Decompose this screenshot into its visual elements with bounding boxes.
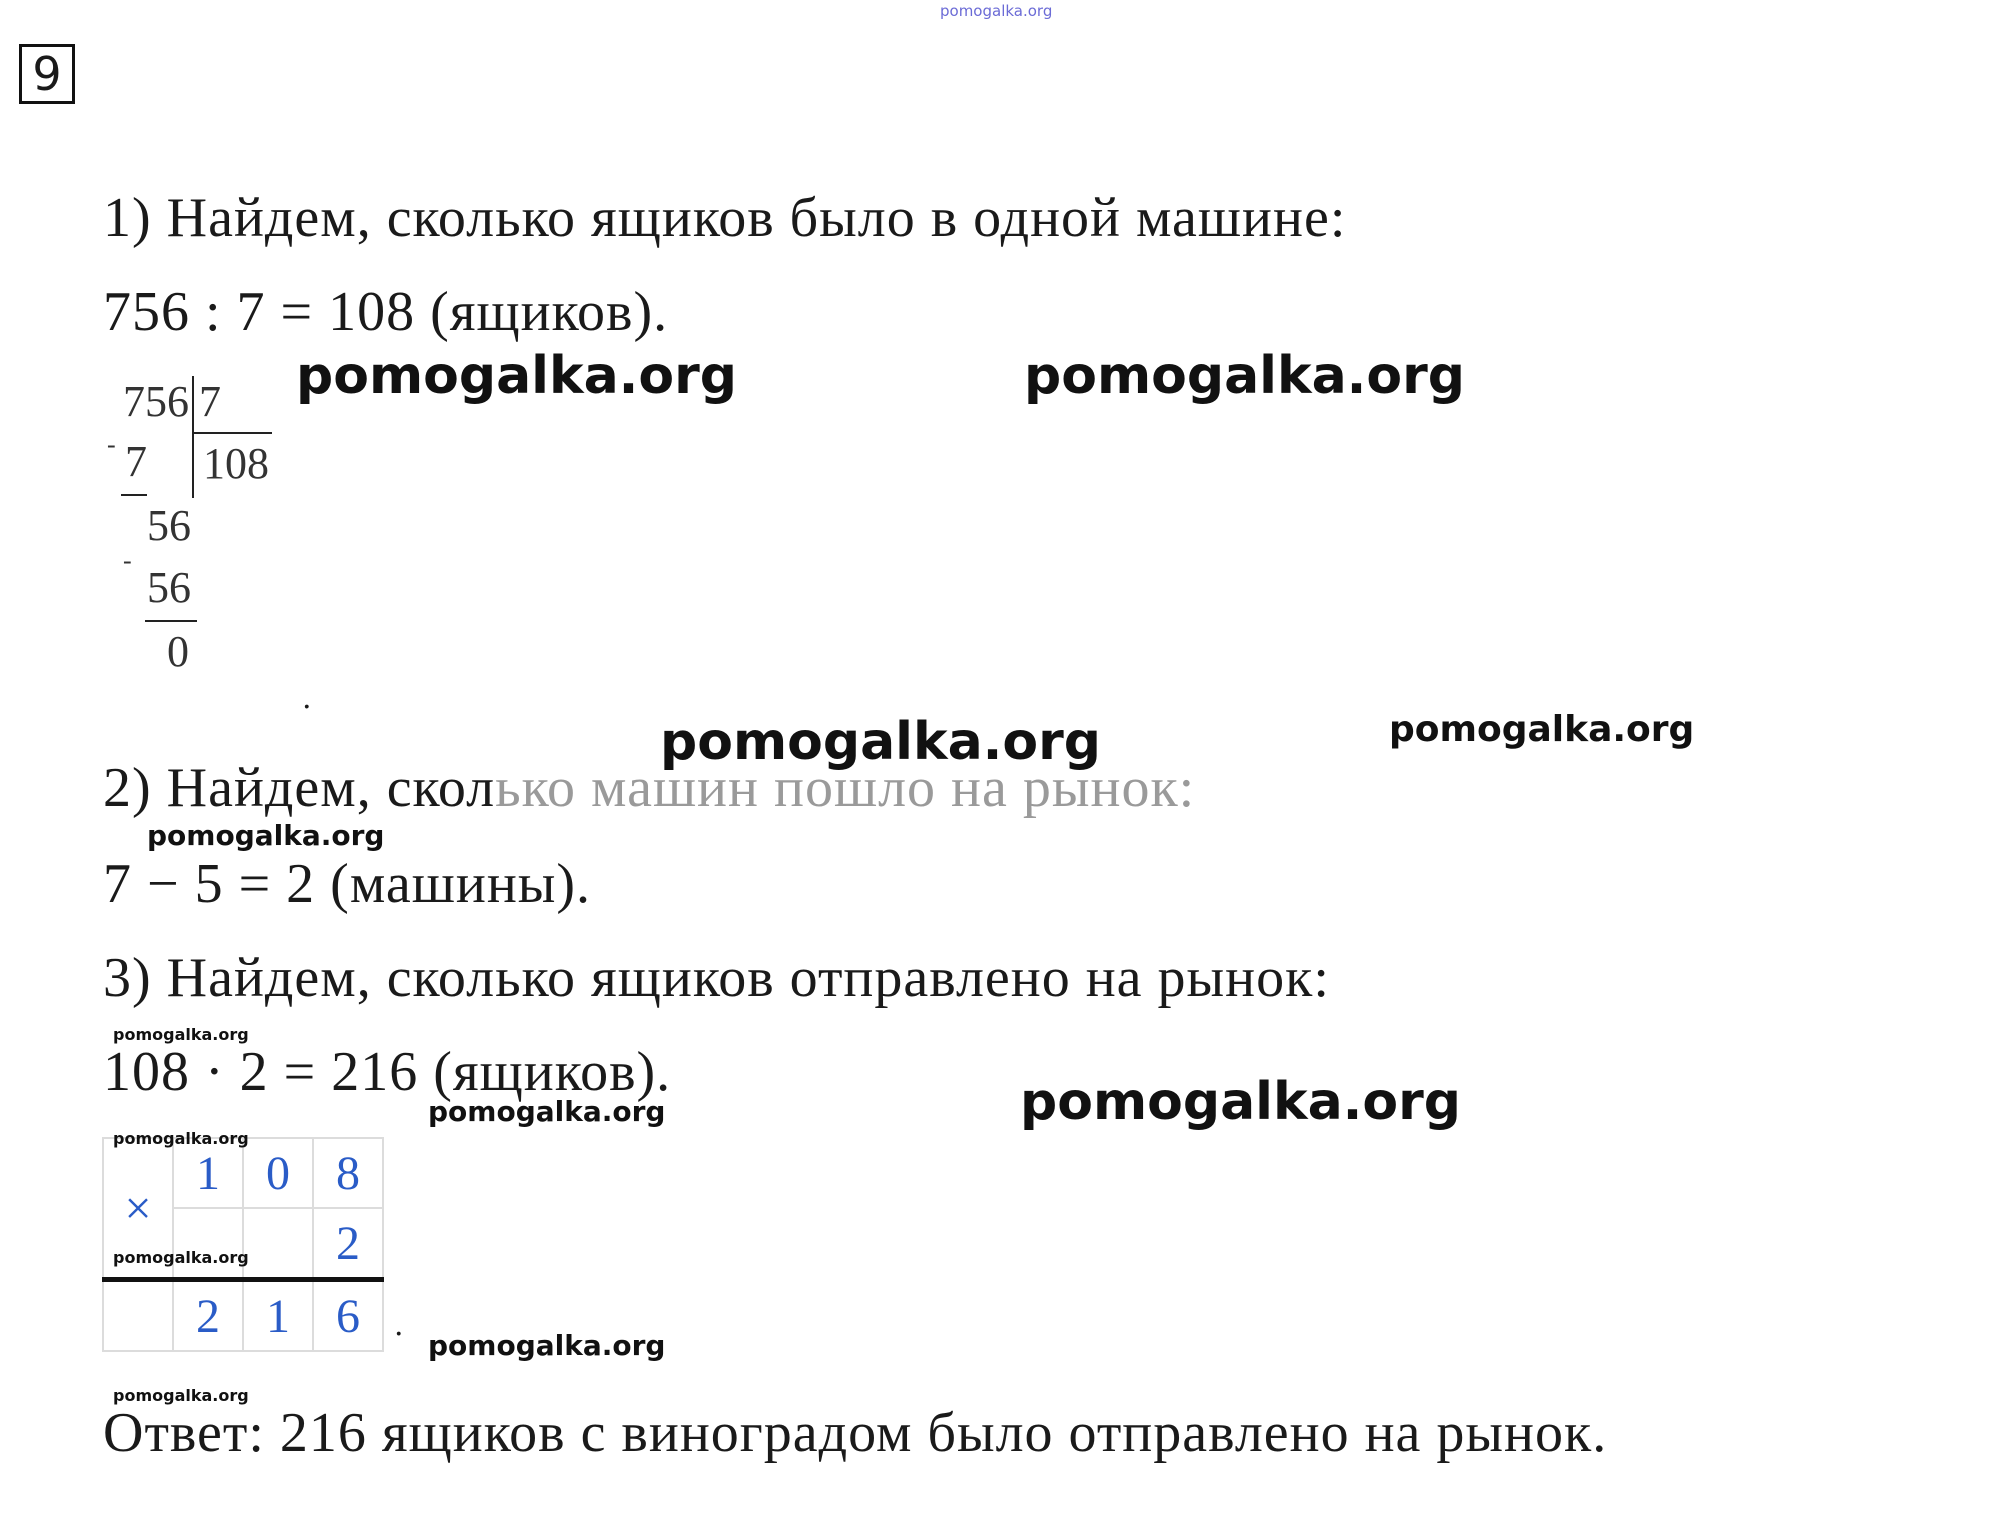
division-remainder-1: 56 — [147, 501, 191, 550]
division-vertical-line — [192, 376, 194, 498]
grid-cell: 2 — [173, 1280, 243, 1352]
watermark: pomogalka.org — [113, 1386, 249, 1405]
multiplication-result-row — [103, 1280, 383, 1352]
watermark-top: pomogalka.org — [940, 2, 1053, 20]
step1-equation: 756 : 7 = 108 (ящиков). — [103, 281, 669, 343]
multiply-sign: × — [103, 1138, 173, 1280]
task-number-box: 9 — [19, 44, 75, 104]
division-subtract-1: 7 — [125, 437, 147, 486]
watermark: pomogalka.org — [1389, 709, 1695, 750]
multiplication-grid — [102, 1137, 384, 1352]
watermark: pomogalka.org — [147, 819, 385, 852]
dot-mark: · — [394, 1317, 404, 1352]
division-rule-1 — [121, 494, 147, 496]
step3-equation: 108 · 2 = 216 (ящиков). — [103, 1041, 672, 1103]
step3-heading: 3) Найдем, сколько ящиков отправлено на рынок: — [103, 947, 1330, 1009]
grid-cell: 2 — [313, 1208, 383, 1280]
watermark: pomogalka.org — [1024, 346, 1466, 406]
step1-heading: 1) Найдем, сколько ящиков было в одной машине: — [103, 187, 1347, 249]
long-division — [95, 372, 285, 682]
watermark: pomogalka.org — [428, 1095, 666, 1128]
watermark: pomogalka.org — [296, 346, 738, 406]
grid-cell — [243, 1208, 313, 1280]
multiplication-row-1 — [103, 1138, 383, 1208]
watermark: pomogalka.org — [660, 712, 1102, 772]
grid-cell: 1 — [173, 1138, 243, 1208]
grid-cell: 1 — [243, 1280, 313, 1352]
division-quotient: 108 — [203, 439, 269, 488]
division-minus-2: - — [123, 546, 132, 575]
division-dividend: 756 — [123, 377, 189, 426]
step2-equation: 7 − 5 = 2 (машины). — [103, 853, 592, 915]
grid-cell: 6 — [313, 1280, 383, 1352]
step2-heading — [103, 757, 1196, 819]
division-subtract-2: 56 — [147, 563, 191, 612]
division-minus-1: - — [107, 430, 116, 459]
division-remainder-2: 0 — [167, 627, 189, 676]
watermark: pomogalka.org — [113, 1248, 249, 1267]
watermark: pomogalka.org — [428, 1329, 666, 1362]
answer-line: Ответ: 216 ящиков с виноградом было отправлено на рынок. — [103, 1402, 1608, 1464]
step2-heading-part-b: ько машин пошло на рынок: — [495, 757, 1196, 819]
division-divisor-underline — [194, 432, 272, 434]
grid-cell — [173, 1208, 243, 1280]
grid-cell — [103, 1280, 173, 1352]
grid-cell: 0 — [243, 1138, 313, 1208]
division-rule-2 — [145, 620, 197, 622]
dot-mark: . — [302, 681, 312, 716]
watermark: pomogalka.org — [1020, 1072, 1462, 1132]
watermark: pomogalka.org — [113, 1129, 249, 1148]
division-divisor: 7 — [199, 377, 221, 426]
step2-heading-part-a: 2) Найдем, скол — [103, 757, 496, 819]
watermark: pomogalka.org — [113, 1025, 249, 1044]
grid-cell: 8 — [313, 1138, 383, 1208]
